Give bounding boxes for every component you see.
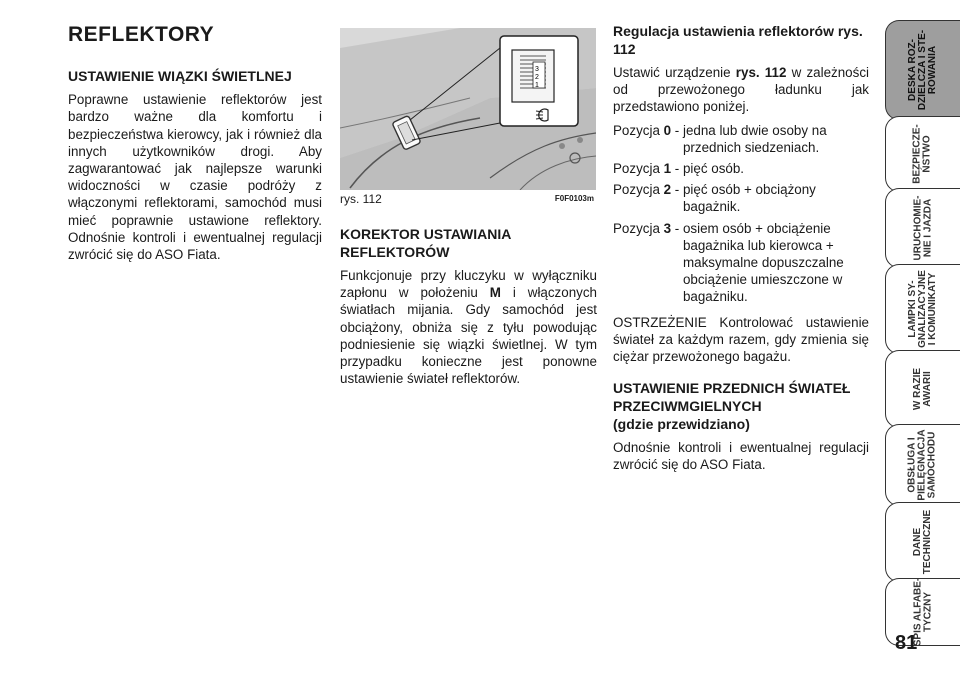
figure-code: F0F0103m [554,194,594,203]
warning-paragraph: OSTRZEŻENIE Kontrolować ustawienie świateł za każdym razem, gdy zmienia się ciężar przewożonego bagażu. [613,314,869,365]
paragraph-beam-setting: Poprawne ustawienie reflektorów jest bardzo ważne dla komfortu i bezpieczeństwa kierowcy, jak i również dla innych użytkowników drogi. Aby zagwarantować jak najlepsze warunki widoczności w czasie podróży z włączonymi reflektorami, samochód musi mieć poprawnie ustawione reflektory. Odnośnie kontroli i ewentualnej regulacji zwrócić się do ASO Fiata. [68,92,322,263]
paragraph-fog-lights: Odnośnie kontroli i ewentualnej regulacji zwrócić się do ASO Fiata. [613,440,869,473]
figure-caption [340,192,596,206]
tab-label [913,510,933,574]
headlight-corrector-illustration [340,28,596,190]
position-label: Pozycja [613,220,664,236]
page-number: 81 [895,632,918,654]
position-text: osiem osób + obciążenie bagażnika lub kierowca + maksymalne dopuszczalne obciążenie umieszczone w bagażniku. [682,220,844,305]
tab-label-line: I KOMUNIKATY [927,272,939,346]
dial-number-1: 1 [535,82,539,89]
dial-number-3: 3 [535,66,539,73]
tab-label-line: TECHNICZNE [921,509,933,575]
tab-label [913,124,933,183]
position-label: Pozycja [613,182,664,198]
paragraph-corrector [340,267,597,387]
tab-label [908,270,938,348]
tab-label-line: BEZPIECZE- [911,124,923,184]
tab-label-line: DESKA ROZ- [907,39,918,101]
tab-emergency[interactable] [885,350,960,428]
heading-fog-note: (gdzie przewidziano) [613,416,750,433]
position-item-3: Pozycja 3 - osiem osób + obciążenie bagażnika lub kierowca + maksymalne dopuszczalne obciążenie umieszczone w bagażniku. [613,220,869,306]
tab-label-line: GNALIZACYJNE [917,270,929,348]
position-number: 3 [663,220,672,236]
tab-label-line: ROWANIA [927,45,938,95]
heading-fog-lights: USTAWIENIE PRZEDNICH ŚWIATEŁ PRZECIWMGIELNYCH [613,380,851,415]
paragraph-adjustment [613,64,869,116]
tab-label-line: SAMOCHODU [927,431,938,499]
position-text: pięć osób + obciążony bagażnik. [682,182,816,215]
tab-label [908,429,938,500]
heading-corrector: KOREKTOR USTAWIANIA REFLEKTORÓW [340,226,511,260]
position-label: Pozycja [613,161,664,177]
figure-rys-112 [340,28,596,190]
tab-label-line: NIE I JAZDA [922,198,933,258]
tab-warning-lights[interactable] [885,264,960,354]
tab-label-line: LAMPKI SY- [907,280,919,338]
position-number: 1 [663,161,672,177]
tab-safety[interactable] [885,116,960,192]
key-position-m: M [489,285,501,301]
figure-reference: rys. 112 [735,65,787,80]
column-middle [340,225,597,393]
position-item-0: Pozycja 0 - jedna lub dwie osoby na przednich siedzeniach. [613,122,869,156]
column-left [68,22,322,269]
tab-label-line: W RAZIE [912,367,923,411]
position-item-1: Pozycja 1 - pięć osób. [613,160,869,177]
tab-label-line: AWARII [922,371,933,407]
tab-label [913,368,933,410]
tab-label-line: ŃSTWO [921,135,933,173]
position-item-2: Pozycja 2 - pięć osób + obciążony bagażnik. [613,181,869,215]
tab-maintenance[interactable] [885,424,960,506]
tab-label-line: PIELĘGNACJA [917,429,928,501]
tab-label-line: URUCHOMIE- [912,195,923,261]
tab-label [908,30,938,110]
heading-beam-setting: USTAWIENIE WIĄZKI ŚWIETLNEJ [68,68,292,85]
tab-label-line: SPIS ALFABE- [912,577,923,647]
position-number: 2 [663,182,672,198]
column-right [613,22,869,480]
tab-starting-driving[interactable] [885,188,960,268]
corrector-text-b: i włączonych światłach mijania. Gdy samochód jest obciążony, obniża się z tyłu powodując podniesienie się wiązki świetlnej. W tym przypadku konieczne jest ponowne ustawienie świateł reflektorów. [340,285,597,387]
tab-label [913,196,933,261]
page-title: REFLEKTORY [68,23,215,46]
position-label: Pozycja [613,122,664,138]
dial-number-2: 2 [535,74,539,81]
tab-label-line: OBSŁUGA I [907,437,918,493]
adjustment-text-b: w zależności od przewożonego ładunku jak przedstawiono poniżej. [613,65,869,115]
position-number: 0 [663,122,672,138]
adjustment-text-a: Ustawić urządzenie [613,65,736,80]
tab-label-line: TYCZNY [922,592,933,632]
position-text: jedna lub dwie osoby na przednich siedzeniach. [682,122,827,155]
corrector-text-a: Funkcjonuje przy kluczyku w wyłączniku zapłonu w położeniu [340,268,597,301]
position-text: pięć osób. [682,161,745,177]
figure-caption-text: rys. 112 [340,192,382,206]
tab-label-line: DANE [911,527,923,557]
heading-adjustment: Regulacja ustawienia reflektorów rys. 112 [613,23,863,57]
tab-technical-data[interactable] [885,502,960,582]
tab-label-line: DZIELCZA I STE- [917,29,928,111]
tab-dashboard-controls[interactable] [885,20,960,120]
